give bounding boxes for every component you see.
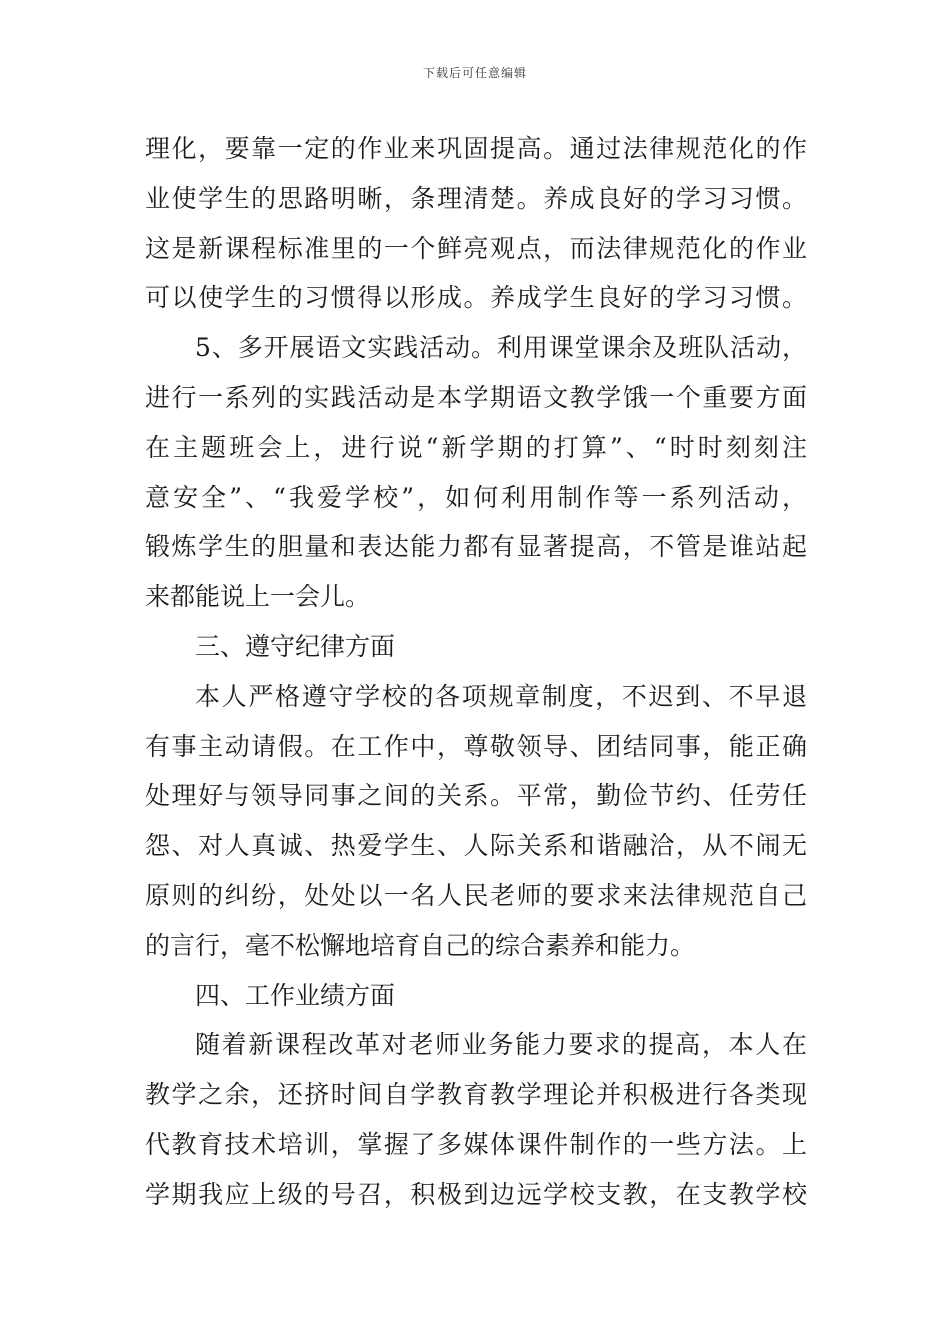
text-line: 处理好与领导同事之间的关系。平常，勤俭节约、任劳任: [145, 781, 807, 811]
section-heading: 三、遵守纪律方面: [195, 631, 396, 661]
text-line: 理化，要靠一定的作业来巩固提高。通过法律规范化的作: [145, 134, 807, 163]
page-header: 下载后可任意编辑: [422, 66, 527, 80]
text-line: 可以使学生的习惯得以形成。养成学生良好的学习习惯。: [145, 283, 807, 313]
text-line: 的言行，毫不松懈地培育自己的综合素养和能力。: [145, 930, 696, 960]
text-line: 学期我应上级的号召，积极到边远学校支教，在支教学校: [145, 1179, 807, 1209]
text-line: 在主题班会上，进行说“新学期的打算”、“时时刻刻注: [145, 432, 807, 462]
text-line: 业使学生的思路明晰，条理清楚。养成良好的学习习惯。: [145, 183, 807, 213]
text-line: 锻炼学生的胆量和表达能力都有显著提高，不管是谁站起: [145, 532, 807, 562]
text-line: 这是新课程标准里的一个鲜亮观点，而法律规范化的作业: [145, 233, 807, 263]
text-line: 意安全”、“我爱学校”，如何利用制作等一系列活动，: [145, 482, 807, 512]
section-heading: 四、工作业绩方面: [195, 980, 396, 1010]
text-line: 随着新课程改革对老师业务能力要求的提高，本人在: [195, 1030, 807, 1060]
text-line: 来都能说上一会儿。: [145, 582, 371, 612]
text-line: 教学之余，还挤时间自学教育教学理论并积极进行各类现: [145, 1080, 807, 1110]
document-body: [145, 124, 807, 1220]
text-line: 原则的纠纷，处处以一名人民老师的要求来法律规范自己: [145, 880, 807, 910]
text-line: 进行一系列的实践活动是本学期语文教学饿一个重要方面: [145, 382, 807, 412]
text-line: 代教育技术培训，掌握了多媒体课件制作的一些方法。上: [145, 1129, 807, 1159]
text-line: 本人严格遵守学校的各项规章制度，不迟到、不早退: [195, 681, 807, 711]
text-line: 有事主动请假。在工作中，尊敬领导、团结同事，能正确: [145, 731, 807, 761]
text-line: 怨、对人真诚、热爱学生、人际关系和谐融洽，从不闹无: [145, 831, 807, 861]
text-line: 5、多开展语文实践活动。利用课堂课余及班队活动，: [195, 333, 807, 363]
